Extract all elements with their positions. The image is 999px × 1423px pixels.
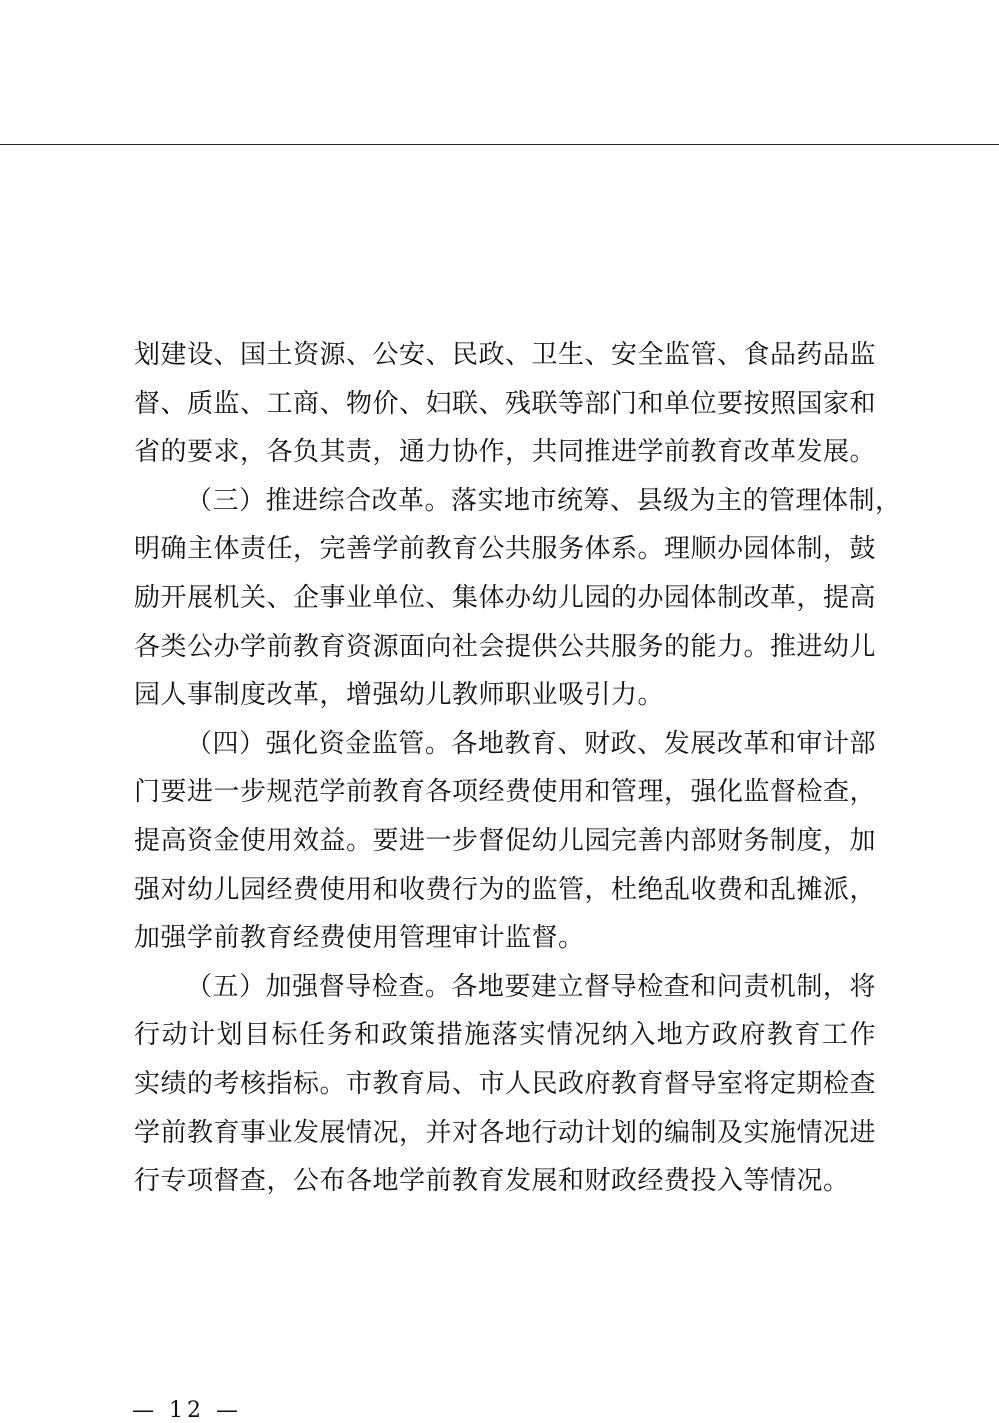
paragraph-heading: （四）强化资金监管。 — [186, 728, 452, 759]
text-line: 学前教育事业发展情况，并对各地行动计划的编制及实施情况进 — [134, 1117, 877, 1148]
text-line: 提高资金使用效益。要进一步督促幼儿园完善内部财务制度，加 — [134, 825, 877, 856]
text-line — [134, 963, 876, 1012]
paragraph-text: 各地教育、财政、发展改革和审计部 — [451, 728, 876, 759]
text-line — [134, 477, 902, 526]
text-line: 行专项督查，公布各地学前教育发展和财政经费投入等情况。 — [134, 1166, 850, 1197]
text-line: 省的要求，各负其责，通力协作，共同推进学前教育改革发展。 — [134, 437, 877, 468]
paragraph-continuation — [134, 331, 876, 477]
text-line: 各类公办学前教育资源面向社会提供公共服务的能力。推进幼儿 — [134, 631, 877, 662]
page-number: — 12 — — [132, 1398, 242, 1423]
text-line: 划建设、国土资源、公安、民政、卫生、安全监管、食品药品监 — [134, 340, 877, 370]
text-line: 明确主体责任，完善学前教育公共服务体系。理顺办园体制，鼓 — [134, 534, 877, 565]
text-line: 督、质监、工商、物价、妇联、残联等部门和单位要按照国家和 — [134, 388, 877, 419]
text-line: 实绩的考核指标。市教育局、市人民政府教育督导室将定期检查 — [134, 1068, 877, 1099]
paragraph-heading: （三）推进综合改革。 — [186, 485, 452, 516]
paragraph-text: 各地要建立督导检查和问责机制，将 — [451, 971, 876, 1002]
header-rule — [0, 144, 999, 145]
paragraph-text: 落实地市统筹、县级为主的管理体制， — [451, 485, 902, 516]
text-line: 园人事制度改革，增强幼儿教师职业吸引力。 — [134, 680, 665, 711]
paragraph-supervision-inspection — [134, 963, 876, 1206]
text-line: 行动计划目标任务和政策措施落实情况纳入地方政府教育工作 — [134, 1020, 876, 1051]
text-line: 门要进一步规范学前教育各项经费使用和管理，强化监督检查， — [134, 777, 877, 808]
paragraph-heading: （五）加强督导检查。 — [186, 971, 452, 1002]
text-line: 强对幼儿园经费使用和收费行为的监管，杜绝乱收费和乱摊派， — [134, 874, 877, 905]
document-body — [134, 331, 902, 1206]
text-line: 加强学前教育经费使用管理审计监督。 — [134, 923, 585, 954]
paragraph-comprehensive-reform — [134, 477, 902, 720]
paragraph-fund-supervision — [134, 720, 876, 963]
text-line — [134, 720, 876, 769]
text-line: 励开展机关、企事业单位、集体办幼儿园的办园体制改革，提高 — [134, 582, 877, 613]
